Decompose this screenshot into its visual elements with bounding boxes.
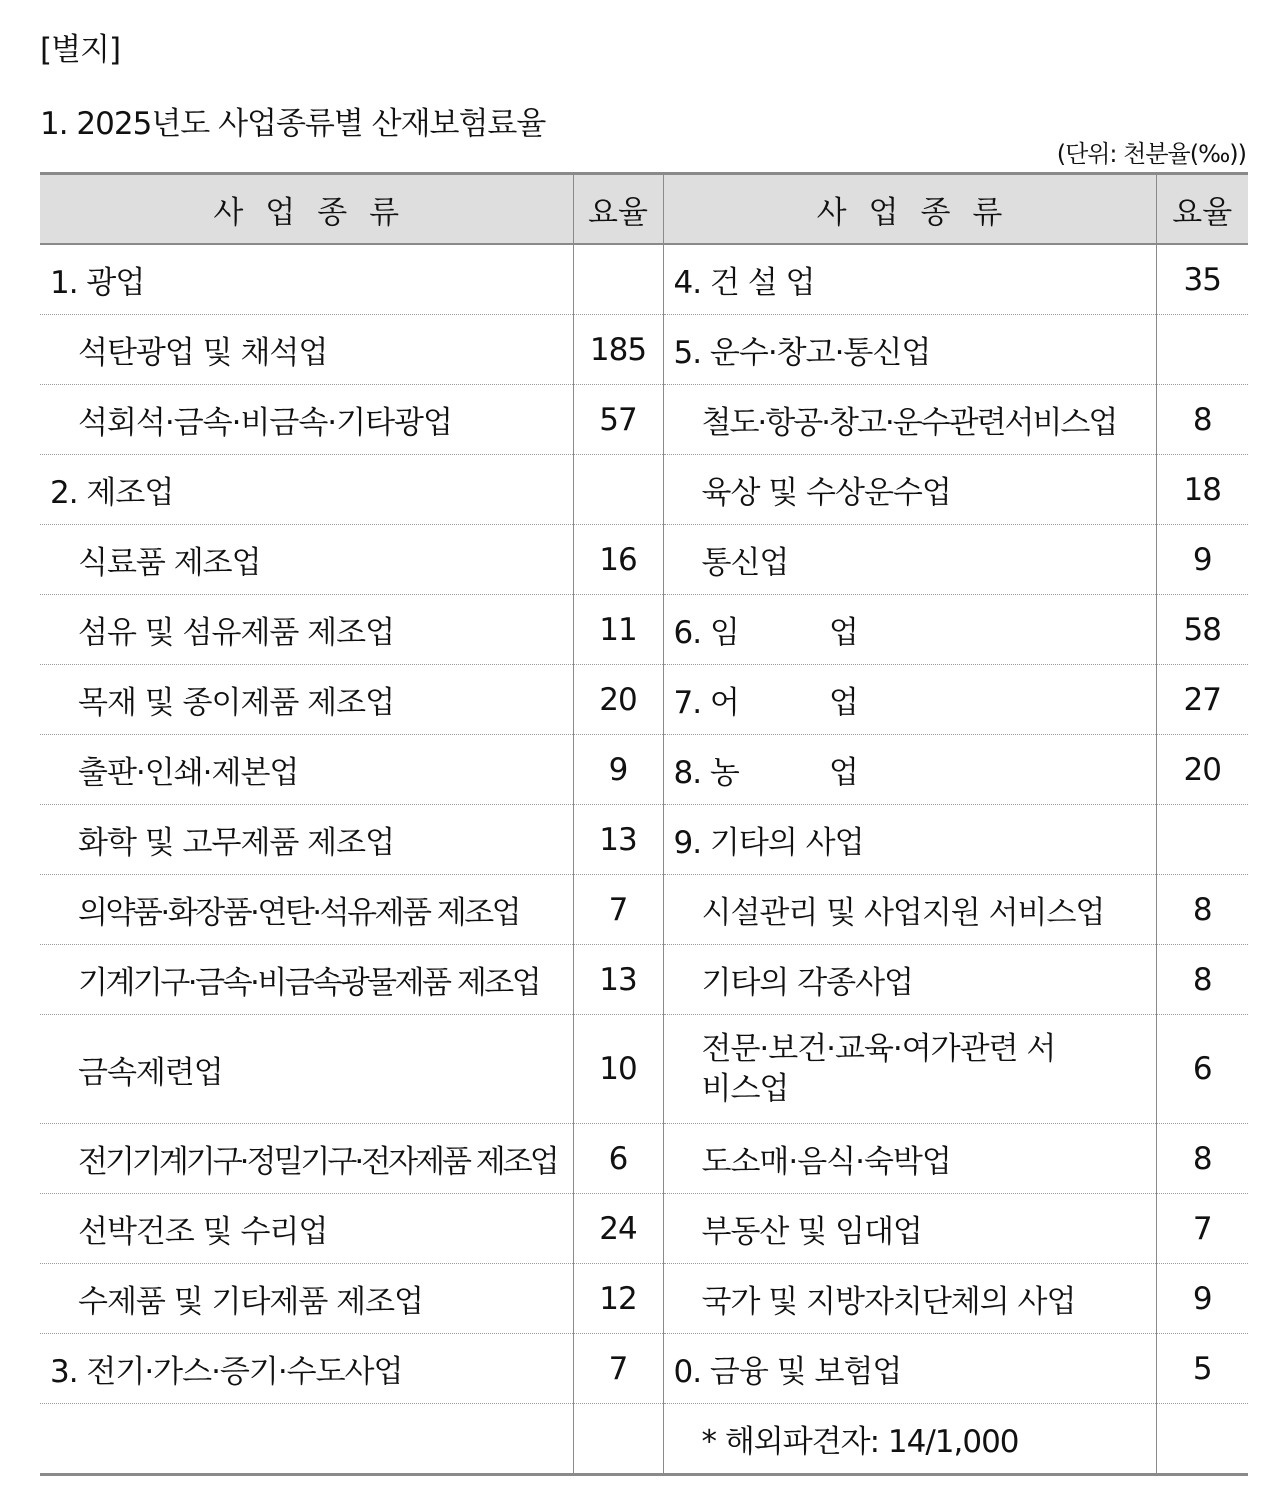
industry-right: 시설관리 및 사업지원 서비스업 [663, 875, 1156, 945]
industry-left: 식료품 제조업 [40, 525, 573, 595]
rate-left: 9 [573, 735, 663, 805]
overseas-worker-note: * 해외파견자: 14/1,000 [663, 1404, 1156, 1475]
rate-right [1156, 1404, 1248, 1475]
table-row [40, 1015, 1248, 1124]
industry-left: 기계기구·금속·비금속광물제품 제조업 [40, 945, 573, 1015]
industry-right: 육상 및 수상운수업 [663, 455, 1156, 525]
rate-left: 20 [573, 665, 663, 735]
rate-right: 8 [1156, 1124, 1248, 1194]
industry-left [40, 1404, 573, 1475]
industry-left: 목재 및 종이제품 제조업 [40, 665, 573, 735]
header-industry-right: 사업종류 [663, 174, 1156, 245]
industry-right: 도소매·음식·숙박업 [663, 1124, 1156, 1194]
table-row [40, 315, 1248, 385]
rate-right: 8 [1156, 385, 1248, 455]
rate-right: 9 [1156, 1264, 1248, 1334]
rate-left: 7 [573, 1334, 663, 1404]
rate-left [573, 244, 663, 315]
industry-right: 7. 어 업 [663, 665, 1156, 735]
industry-left: 전기기계기구·정밀기구·전자제품 제조업 [40, 1124, 573, 1194]
table-row [40, 385, 1248, 455]
industry-right: 6. 임 업 [663, 595, 1156, 665]
industry-right: 철도·항공·창고·운수관련서비스업 [663, 385, 1156, 455]
page-title: 1. 2025년도 사업종류별 산재보험료율 [40, 106, 546, 142]
rate-right: 20 [1156, 735, 1248, 805]
industry-right: 9. 기타의 사업 [663, 805, 1156, 875]
table-row [40, 1124, 1248, 1194]
rate-right: 58 [1156, 595, 1248, 665]
industry-right: 전문·보건·교육·여가관련 서비스업 [663, 1015, 1156, 1124]
industry-right: 국가 및 지방자치단체의 사업 [663, 1264, 1156, 1334]
table-row [40, 1334, 1248, 1404]
rate-right: 7 [1156, 1194, 1248, 1264]
header-rate-left: 요율 [573, 174, 663, 245]
rate-left: 11 [573, 595, 663, 665]
rate-left: 16 [573, 525, 663, 595]
table-row [40, 244, 1248, 315]
rate-left [573, 455, 663, 525]
table-row [40, 875, 1248, 945]
insurance-rate-table [40, 172, 1248, 1476]
rate-left: 13 [573, 945, 663, 1015]
rate-left: 6 [573, 1124, 663, 1194]
unit-note: (단위: 천분율(‰)) [1056, 140, 1246, 168]
industry-left: 2. 제조업 [40, 455, 573, 525]
rate-left [573, 1404, 663, 1475]
rate-right [1156, 805, 1248, 875]
rate-right: 8 [1156, 875, 1248, 945]
industry-left: 선박건조 및 수리업 [40, 1194, 573, 1264]
table-header-row [40, 174, 1248, 245]
rate-right: 8 [1156, 945, 1248, 1015]
table-row [40, 455, 1248, 525]
industry-right: 부동산 및 임대업 [663, 1194, 1156, 1264]
table-row [40, 945, 1248, 1015]
industry-right: 4. 건 설 업 [663, 244, 1156, 315]
rate-right: 27 [1156, 665, 1248, 735]
industry-right: 5. 운수·창고·통신업 [663, 315, 1156, 385]
table-row [40, 735, 1248, 805]
header-rate-right: 요율 [1156, 174, 1248, 245]
industry-left: 출판·인쇄·제본업 [40, 735, 573, 805]
rate-left: 13 [573, 805, 663, 875]
industry-right: 통신업 [663, 525, 1156, 595]
table-row [40, 805, 1248, 875]
attachment-label: [별지] [40, 32, 121, 68]
table-row [40, 525, 1248, 595]
rate-right: 9 [1156, 525, 1248, 595]
table-row [40, 595, 1248, 665]
industry-left: 수제품 및 기타제품 제조업 [40, 1264, 573, 1334]
table-row [40, 1194, 1248, 1264]
table-row [40, 1404, 1248, 1475]
industry-right: 0. 금융 및 보험업 [663, 1334, 1156, 1404]
industry-left: 금속제련업 [40, 1015, 573, 1124]
industry-left: 1. 광업 [40, 244, 573, 315]
table-row [40, 665, 1248, 735]
rate-right: 6 [1156, 1015, 1248, 1124]
industry-left: 석탄광업 및 채석업 [40, 315, 573, 385]
header-industry-left: 사업종류 [40, 174, 573, 245]
rate-left: 10 [573, 1015, 663, 1124]
rate-left: 7 [573, 875, 663, 945]
rate-right [1156, 315, 1248, 385]
rate-left: 24 [573, 1194, 663, 1264]
rate-right: 5 [1156, 1334, 1248, 1404]
rate-left: 185 [573, 315, 663, 385]
industry-left: 3. 전기·가스·증기·수도사업 [40, 1334, 573, 1404]
industry-left: 화학 및 고무제품 제조업 [40, 805, 573, 875]
rate-right: 18 [1156, 455, 1248, 525]
industry-right: 기타의 각종사업 [663, 945, 1156, 1015]
industry-right: 8. 농 업 [663, 735, 1156, 805]
rate-right: 35 [1156, 244, 1248, 315]
industry-left: 의약품·화장품·연탄·석유제품 제조업 [40, 875, 573, 945]
table-row [40, 1264, 1248, 1334]
industry-left: 석회석·금속·비금속·기타광업 [40, 385, 573, 455]
industry-left: 섬유 및 섬유제품 제조업 [40, 595, 573, 665]
rate-left: 57 [573, 385, 663, 455]
rate-left: 12 [573, 1264, 663, 1334]
